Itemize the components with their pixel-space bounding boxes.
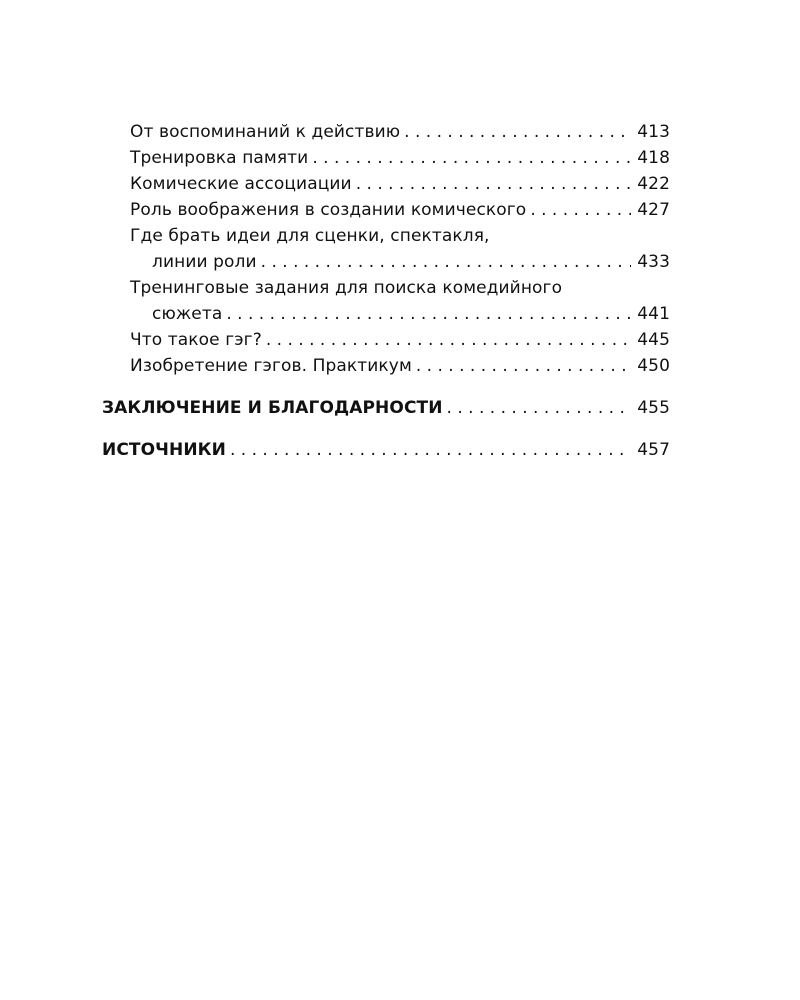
toc-entry-page: 413 — [637, 122, 670, 142]
toc-entry-page: 422 — [637, 174, 670, 194]
toc-main-entry — [102, 395, 670, 421]
toc-entry-title-line2: линии роли — [152, 252, 257, 272]
toc-entry — [102, 275, 670, 327]
toc-entry-title: Тренировка памяти — [130, 148, 309, 168]
dot-leader — [530, 197, 631, 223]
toc-entry-title: Что такое гэг? — [130, 330, 262, 350]
toc-entry-page: 427 — [637, 200, 670, 220]
toc-entry — [102, 223, 670, 275]
dot-leader — [312, 145, 631, 171]
toc-entry-title: Роль воображения в создании комического — [130, 200, 527, 220]
toc-entry-page: 445 — [637, 330, 670, 350]
toc-entry-title: Изобретение гэгов. Практикум — [130, 356, 412, 376]
dot-leader — [404, 119, 631, 145]
toc-entry-title-line1: Тренинговые задания для поиска комедийного — [130, 278, 563, 298]
dot-leader — [416, 353, 631, 379]
toc-entry-title-line2: сюжета — [152, 304, 223, 324]
toc-entry — [102, 119, 670, 145]
dot-leader — [266, 327, 631, 353]
toc-entry-page: 450 — [637, 356, 670, 376]
dot-leader — [261, 249, 632, 275]
toc-entry-title: Комические ассоциации — [130, 174, 352, 194]
toc-main-entry — [102, 437, 670, 463]
toc-entry-page: 418 — [637, 148, 670, 168]
dot-leader — [226, 301, 631, 327]
toc-entry — [102, 171, 670, 197]
toc-entry — [102, 197, 670, 223]
dot-leader — [447, 395, 632, 421]
table-of-contents — [102, 119, 670, 463]
toc-entry-page: 433 — [637, 252, 670, 272]
toc-entry-page: 441 — [637, 304, 670, 324]
toc-main-entry-title: ИСТОЧНИКИ — [102, 440, 226, 460]
dot-leader — [356, 171, 632, 197]
toc-main-entry-page: 455 — [637, 398, 670, 418]
toc-main-entry-page: 457 — [637, 440, 670, 460]
toc-entry — [102, 353, 670, 379]
toc-entry-title-line1: Где брать идеи для сценки, спектакля, — [130, 226, 490, 246]
toc-entry — [102, 145, 670, 171]
toc-main-entry-title: ЗАКЛЮЧЕНИЕ И БЛАГОДАРНОСТИ — [102, 398, 443, 418]
toc-entry — [102, 327, 670, 353]
toc-entry-title: От воспоминаний к действию — [130, 122, 401, 142]
dot-leader — [230, 437, 631, 463]
